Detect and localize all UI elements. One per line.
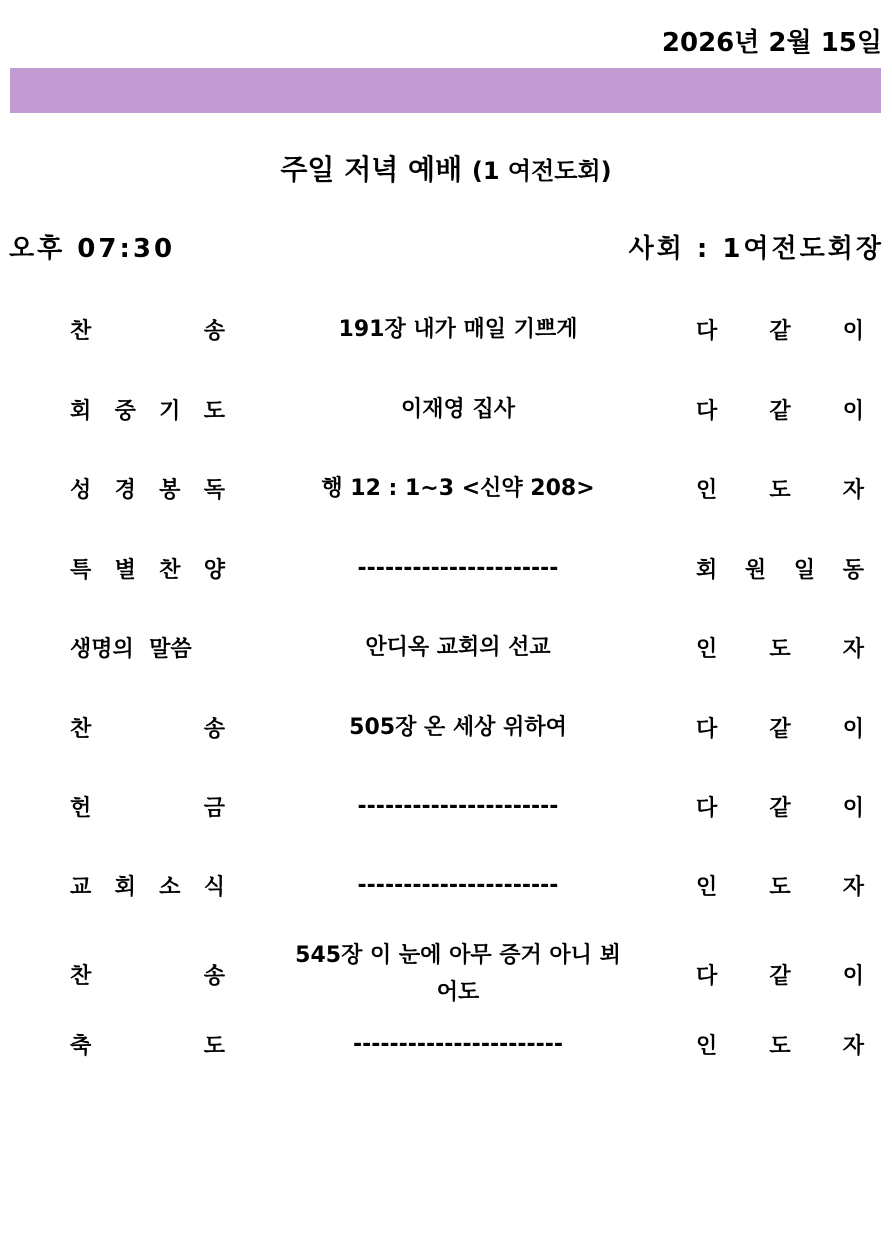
program-row (0, 776, 892, 836)
program-who: 인 도 자 (696, 477, 864, 503)
program-content: ---------------------- (357, 555, 559, 581)
program-who: 다 같 이 (696, 318, 864, 344)
program-content: ----------------------- (352, 1031, 563, 1057)
program-who: 다 같 이 (696, 795, 864, 821)
program-row (0, 697, 892, 757)
program-row (0, 617, 892, 677)
program-item: 교 회 소 식 (70, 874, 225, 900)
program-row (0, 299, 892, 359)
service-host: 사회 : 1여전도회장 (628, 234, 884, 264)
service-title-main: 주일 저녁 예배 (280, 153, 463, 186)
service-title (0, 148, 892, 188)
program-who: 인 도 자 (696, 1033, 864, 1059)
program-item: 생명의 말씀 (70, 636, 192, 662)
program-row (0, 855, 892, 915)
program-who: 다 같 이 (696, 398, 864, 424)
service-title-subtitle: (1 여전도회) (471, 157, 612, 185)
header-color-band (10, 68, 881, 113)
program-item: 찬 송 (70, 318, 225, 344)
service-date: 2026년 2월 15일 (661, 28, 882, 58)
program-who: 다 같 이 (696, 963, 864, 989)
program-item: 특 별 찬 양 (70, 557, 225, 583)
program-who: 인 도 자 (696, 636, 864, 662)
program-content: 191장 내가 매일 기쁘게 (338, 316, 578, 342)
program-content: ---------------------- (357, 872, 559, 898)
program-item: 찬 송 (70, 963, 225, 989)
program-row (0, 458, 892, 518)
program-row (0, 1014, 892, 1074)
program-row (0, 934, 892, 1014)
program-who: 다 같 이 (696, 716, 864, 742)
program-row (0, 379, 892, 439)
program-row (0, 538, 892, 598)
program-item: 축 도 (70, 1033, 225, 1059)
program-content: 이재영 집사 (401, 396, 515, 422)
program-item: 헌 금 (70, 795, 225, 821)
program-content: 505장 온 세상 위하여 (349, 714, 567, 740)
program-content: 행 12 : 1~3 <신약 208> (321, 475, 595, 501)
program-who: 회 원 일 동 (696, 557, 864, 583)
program-item: 성 경 봉 독 (70, 477, 225, 503)
program-item: 회 중 기 도 (70, 398, 225, 424)
program-content: ---------------------- (357, 793, 559, 819)
program-content: 545장 이 눈에 아무 증거 아니 뵈어도 (295, 943, 621, 1005)
program-item: 찬 송 (70, 716, 225, 742)
program-who: 인 도 자 (696, 874, 864, 900)
program-content: 안디옥 교회의 선교 (365, 634, 551, 660)
service-time: 오후 07:30 (9, 234, 176, 264)
